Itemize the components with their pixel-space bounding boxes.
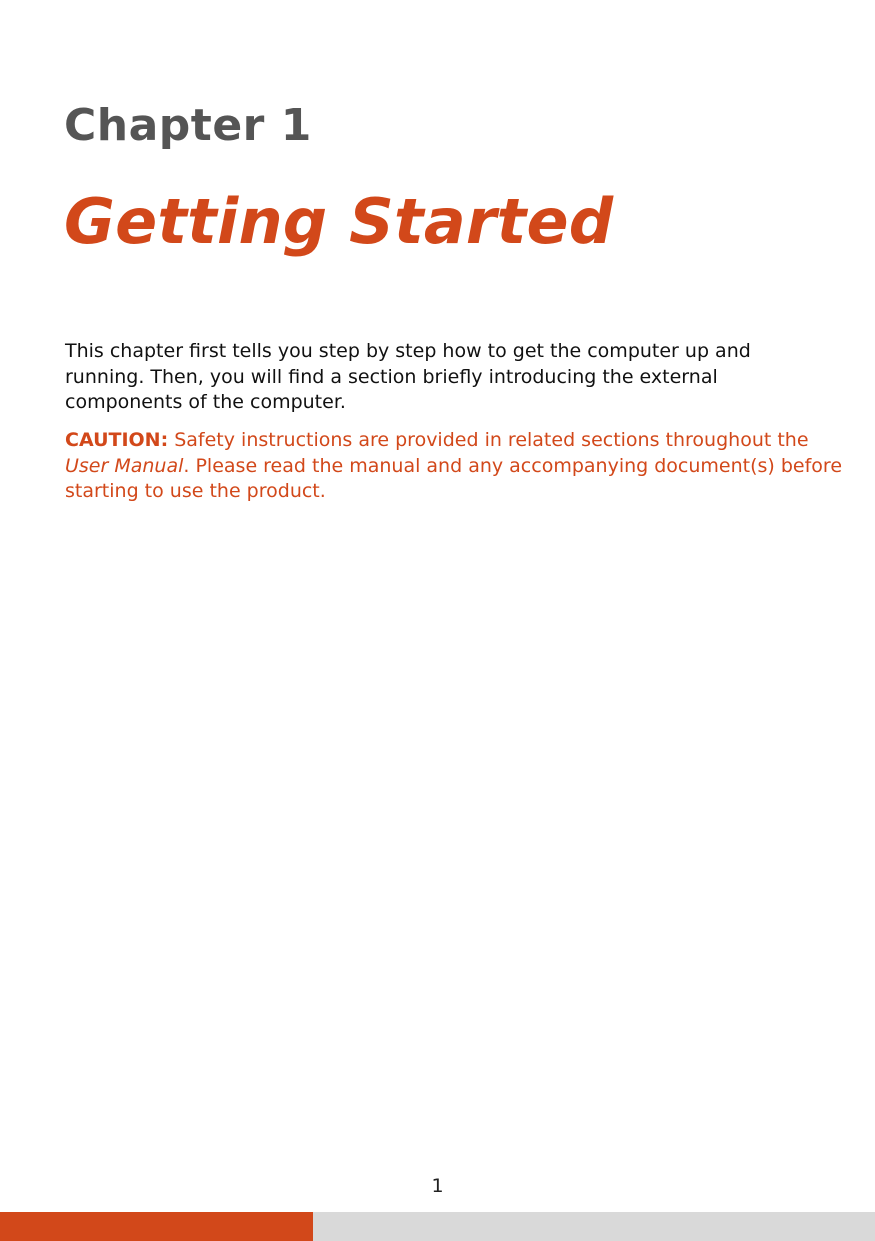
chapter-title: Getting Started: [64, 185, 614, 258]
caution-note: [65, 428, 855, 505]
intro-paragraph: This chapter first tells you step by step how to get the computer up and running. Then, you will find a section briefly introducing the external components of the computer.: [65, 340, 751, 413]
chapter-label: Chapter 1: [64, 100, 312, 151]
user-manual-reference: User Manual: [65, 454, 184, 477]
footer-accent-segment: [0, 1212, 313, 1241]
page-number: 1: [431, 1175, 444, 1197]
caution-text-before: Safety instructions are provided in related sections throughout the: [168, 429, 809, 451]
footer-bar: [0, 1212, 875, 1241]
footer-gray-segment: [313, 1212, 875, 1241]
caution-text-after: . Please read the manual and any accompanying document(s) before starting to use the product.: [65, 454, 843, 502]
caution-label: CAUTION:: [65, 429, 169, 451]
